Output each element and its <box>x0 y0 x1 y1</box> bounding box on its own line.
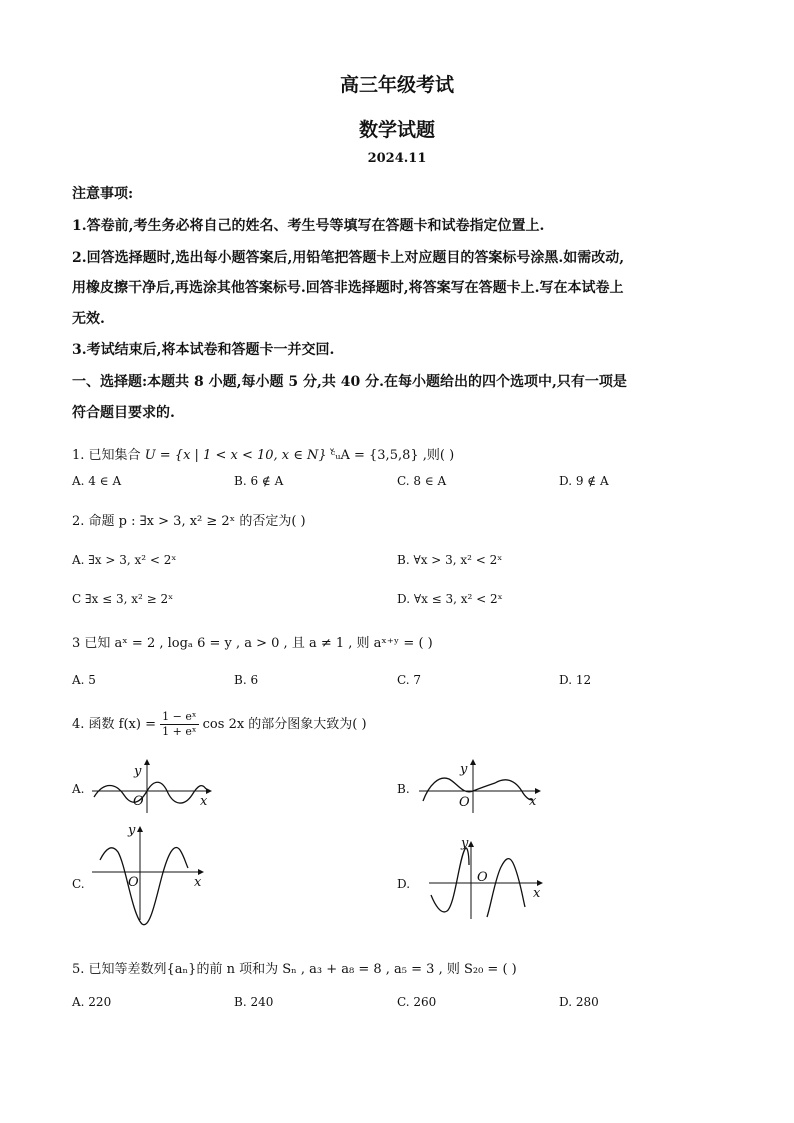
graph-c-y-arrow <box>137 826 143 832</box>
graph-c-origin-label: O <box>128 875 139 890</box>
question-2-stem: 2. 命题 p : ∃x > 3, x² ≥ 2ˣ 的否定为( ) <box>72 514 306 529</box>
notice-item-3: 3.考试结束后,将本试卷和答题卡一并交回. <box>72 342 335 358</box>
graph-d-y-label: y <box>461 836 469 851</box>
graph-b-y-arrow <box>470 759 476 765</box>
exam-date: 2024.11 <box>367 151 427 166</box>
notice-item-2-line-2: 用橡皮擦干净后,再选涂其他答案标号.回答非选择题时,将答案写在答题卡上.写在本试卷上 <box>72 280 624 296</box>
graph-d-x-label: x <box>533 886 541 901</box>
exam-title: 高三年级考试 <box>339 74 454 96</box>
question-1-stem <box>72 444 454 463</box>
graph-b-origin-label: O <box>459 795 470 810</box>
question-4-option-d-label: D. <box>397 877 411 891</box>
graph-a-x-label: x <box>200 794 208 809</box>
question-1-set-complement: ᶜ̌ᵤA = {3,5,8} <box>330 448 419 463</box>
graph-d-curve-right <box>487 859 525 917</box>
question-5-option-b: B. 240 <box>234 995 274 1009</box>
question-1-prefix: 1. 已知集合 <box>72 448 141 463</box>
question-4-prefix: 4. 函数 f(x) = <box>72 717 156 732</box>
question-5-option-d: D. 280 <box>559 995 599 1009</box>
question-4-suffix: cos 2x 的部分图象大致为( ) <box>202 717 367 732</box>
question-2-option-b: B. ∀x > 3, x² < 2ˣ <box>397 553 503 567</box>
question-4-stem <box>72 710 367 739</box>
graph-c-y-label: y <box>128 823 136 838</box>
question-5-option-a: A. 220 <box>72 995 112 1009</box>
graph-d-y-arrow <box>468 841 474 847</box>
notice-heading: 注意事项: <box>72 186 134 202</box>
question-3-option-a: A. 5 <box>72 673 96 687</box>
question-4-option-b-label: B. <box>397 782 410 796</box>
exam-subject: 数学试题 <box>358 119 435 141</box>
notice-item-1: 1.答卷前,考生务必将自己的姓名、考生号等填写在答题卡和试卷指定位置上. <box>72 218 545 234</box>
question-3-option-b: B. 6 <box>234 673 259 687</box>
graph-a-y-arrow <box>144 759 150 765</box>
question-1-option-b: B. 6 ∉ A <box>234 474 284 488</box>
graph-b-y-label: y <box>460 762 468 777</box>
question-4-fraction <box>160 710 198 739</box>
question-4-numerator: 1 − eˣ <box>162 710 197 723</box>
graph-d-origin-label: O <box>477 870 488 885</box>
notice-item-2-line-3: 无效. <box>72 311 105 327</box>
question-2-option-c: C ∃x ≤ 3, x² ≥ 2ˣ <box>72 592 174 606</box>
graph-b-curve <box>423 778 533 801</box>
question-5-stem: 5. 已知等差数列{aₙ}的前 n 项和为 Sₙ , a₃ + a₈ = 8 , a₅ = 3 , 则 S₂₀ = ( ) <box>72 962 517 977</box>
graph-c <box>88 820 208 930</box>
question-1-option-c: C. 8 ∈ A <box>397 474 447 488</box>
section-heading-line-2: 符合题目要求的. <box>72 405 175 421</box>
question-5-option-c: C. 260 <box>397 995 437 1009</box>
question-1-set-u: U = {x | 1 < x < 10, x ∈ N} <box>144 448 327 463</box>
graph-d <box>425 835 550 925</box>
graph-c-x-label: x <box>194 875 202 890</box>
question-4-option-c-label: C. <box>72 877 85 891</box>
question-3-option-c: C. 7 <box>397 673 422 687</box>
graph-b <box>415 755 545 815</box>
question-1-option-a: A. 4 ∈ A <box>72 474 122 488</box>
question-1-suffix: ,则( ) <box>422 448 455 463</box>
question-1-option-d: D. 9 ∉ A <box>559 474 609 488</box>
graph-c-curve <box>100 848 188 925</box>
graph-a-origin-label: O <box>133 794 144 809</box>
graph-a-y-label: y <box>134 764 142 779</box>
question-3-stem: 3 已知 aˣ = 2 , logₐ 6 = y , a > 0 , 且 a ≠ 1 , 则 aˣ⁺ʸ = ( ) <box>72 636 433 651</box>
graph-a <box>88 755 213 815</box>
graph-b-x-label: x <box>529 794 537 809</box>
question-2-option-a: A. ∃x > 3, x² < 2ˣ <box>72 553 177 567</box>
graph-a-curve <box>94 782 206 803</box>
graph-d-curve-left <box>431 848 469 912</box>
question-3-option-d: D. 12 <box>559 673 592 687</box>
question-4-option-a-label: A. <box>72 782 85 796</box>
question-2-option-d: D. ∀x ≤ 3, x² < 2ˣ <box>397 592 503 606</box>
section-heading-line-1: 一、选择题:本题共 8 小题,每小题 5 分,共 40 分.在每小题给出的四个选项中,只有一项是 <box>72 374 627 390</box>
notice-item-2-line-1: 2.回答选择题时,选出每小题答案后,用铅笔把答题卡上对应题目的答案标号涂黑.如需改动, <box>72 250 625 266</box>
question-4-denominator: 1 + eˣ <box>162 725 197 738</box>
